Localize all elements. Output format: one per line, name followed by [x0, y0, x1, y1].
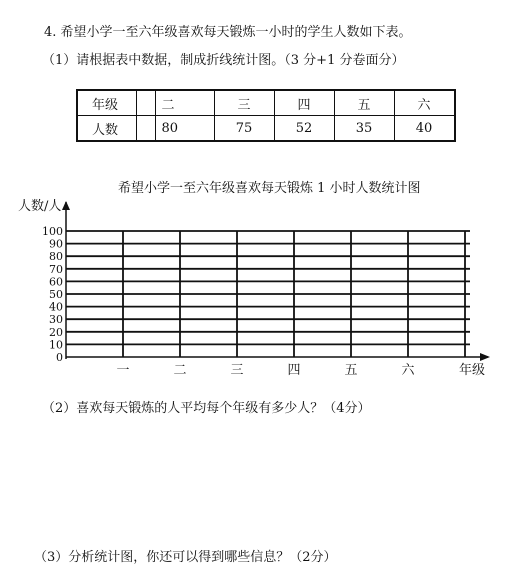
y-tick-label: 80 [49, 250, 63, 264]
table-cell-empty [136, 116, 155, 142]
count-cell: 75 [214, 116, 274, 142]
y-tick-label: 40 [49, 300, 63, 314]
x-tick-label: 三 [230, 363, 244, 378]
row-header-grade: 年级 [77, 90, 136, 116]
grade-cell: 四 [274, 90, 334, 116]
chart-title: 希望小学一至六年级喜欢每天锻炼 1 小时人数统计图 [118, 181, 421, 196]
line-chart-grid [0, 190, 529, 390]
y-axis-label: 人数/人 [18, 199, 62, 214]
y-tick-label: 70 [49, 262, 63, 276]
row-header-count: 人数 [77, 116, 136, 142]
y-tick-label: 10 [49, 338, 63, 352]
question-part-3: （3）分析统计图，你还可以得到哪些信息？（2分） [34, 550, 337, 565]
question-part-2: （2）喜欢每天锻炼的人平均每个年级有多少人？（4分） [42, 401, 371, 416]
x-axis-arrow-icon [480, 353, 490, 361]
count-cell: 80 [155, 116, 214, 142]
x-tick-label: 五 [344, 363, 358, 378]
grade-cell: 五 [334, 90, 394, 116]
x-tick-label: 六 [401, 363, 415, 378]
count-cell: 40 [394, 116, 455, 142]
grade-cell: 三 [214, 90, 274, 116]
data-table [76, 89, 456, 142]
y-tick-label: 20 [49, 325, 63, 339]
table-row [77, 90, 455, 116]
x-tick-label: 二 [173, 363, 187, 378]
x-tick-label: 一 [116, 363, 130, 378]
x-tick-label: 四 [287, 363, 301, 378]
count-cell: 35 [334, 116, 394, 142]
y-tick-label: 0 [56, 351, 63, 364]
count-cell: 52 [274, 116, 334, 142]
y-tick-label: 30 [49, 313, 63, 327]
y-tick-label: 60 [49, 275, 63, 289]
table-row [77, 116, 455, 142]
question-part-1: （1）请根据表中数据，制成折线统计图。（3 分+1 分卷面分） [42, 53, 405, 68]
grade-cell: 二 [155, 90, 214, 116]
grade-cell: 六 [394, 90, 455, 116]
question-title: 4. 希望小学一至六年级喜欢每天锻炼一小时的学生人数如下表。 [44, 25, 412, 40]
x-axis-label: 年级 [458, 363, 486, 378]
y-axis-arrow-icon [62, 201, 70, 210]
y-tick-label: 90 [49, 237, 63, 251]
y-tick-label: 50 [49, 288, 63, 301]
y-tick-label: 100 [42, 225, 63, 238]
table-cell-empty [136, 90, 155, 116]
